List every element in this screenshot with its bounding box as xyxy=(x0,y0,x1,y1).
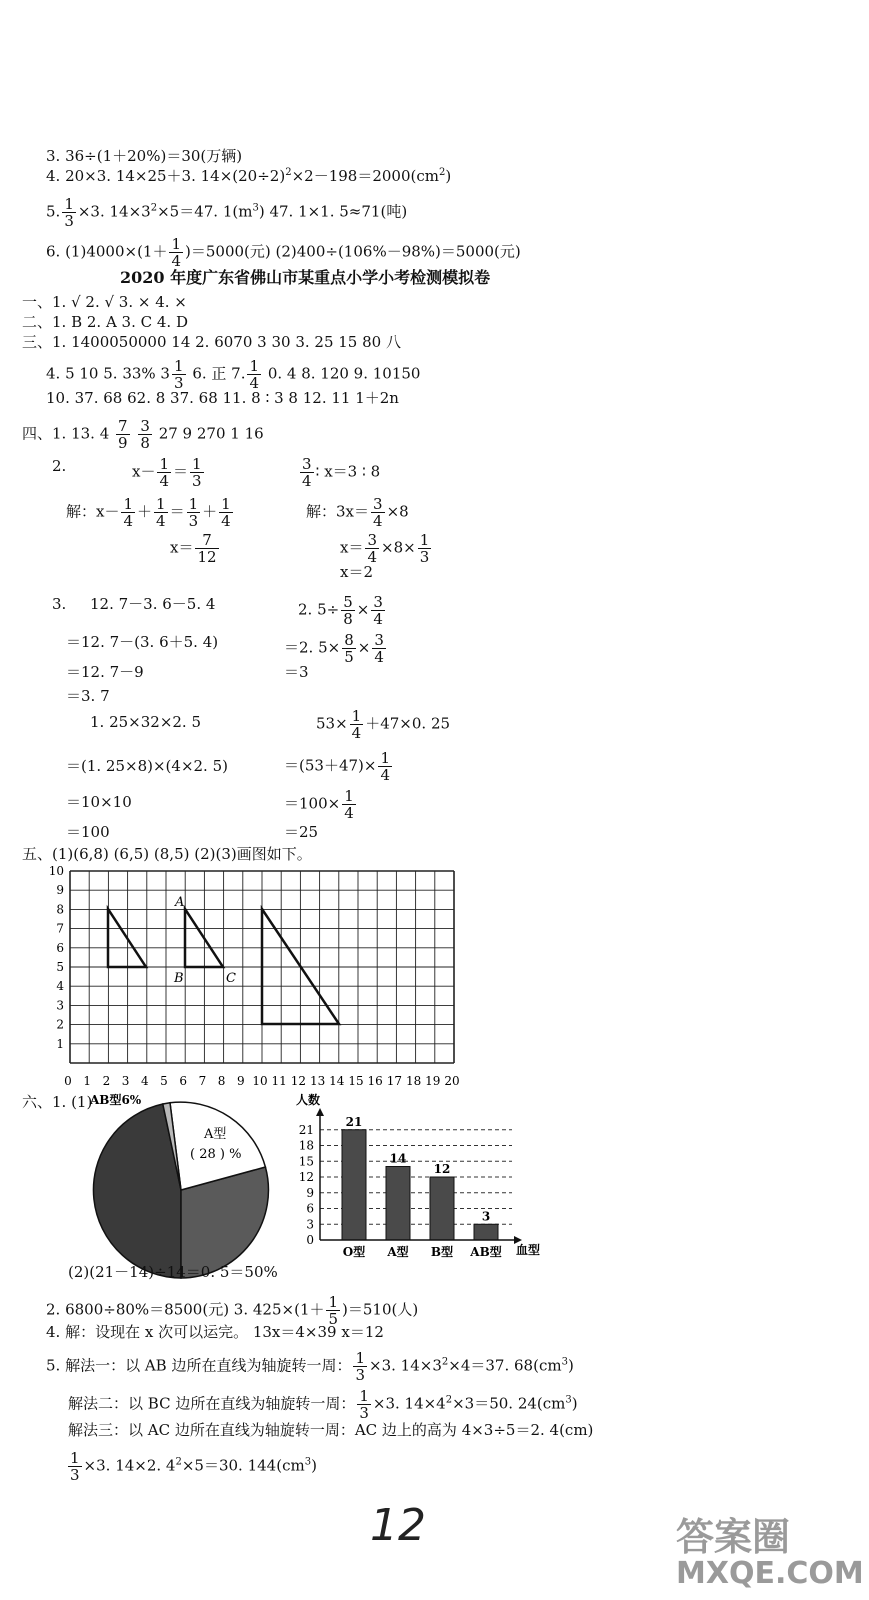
q2-eq-b3: x＝ $\frac{3}{4}$ ×8× $\frac{1}{3}$ xyxy=(340,531,430,566)
bar-y-tick-label: 6 xyxy=(306,1201,314,1216)
page-title: 2020 年度广东省佛山市某重点小学小考检测模拟卷 xyxy=(120,268,491,287)
section-6-line-4: 4. 解：设现在 x 次可以运完。 13x＝4×39 x＝12 xyxy=(46,1323,384,1341)
q2-eq-a3: x＝ $\frac{7}{12}$ xyxy=(170,531,217,566)
q3-a2: ＝12. 7－(3. 6＋5. 4) xyxy=(66,633,219,651)
section-6-line-3: 2. 6800÷80%＝8500(元) 3. 425×(1＋ $\frac{1}{5}$ )＝510(人) xyxy=(46,1293,419,1328)
point-a-label: A xyxy=(175,895,185,910)
section-3-line-1: 三、1. 1400050000 14 2. 6070 3 30 3. 25 15 80 八 xyxy=(22,333,401,351)
section-3-line-3: 10. 37. 68 62. 8 37. 68 11. 8 ∶ 3 8 12. 11 1＋2n xyxy=(46,389,399,407)
q2-eq-a2: 解：x－ $\frac{1}{4}$ ＋ $\frac{1}{4}$ ＝ $\frac{1}{3}$ ＋ $\frac{1}{4}$ xyxy=(66,495,231,530)
grid-x-tick-label: 10 xyxy=(252,1074,268,1088)
bar-value-label: 12 xyxy=(433,1162,451,1176)
bar-y-tick-label: 0 xyxy=(306,1233,314,1247)
pie-label-ab: AB型6% xyxy=(90,1093,142,1107)
q2-eq-b4: x＝2 xyxy=(340,563,374,581)
grid-x-tick-label: 17 xyxy=(386,1074,403,1088)
q3-c2: ＝(1. 25×8)×(4×2. 5) xyxy=(66,757,228,775)
bar-category-label: O型 xyxy=(342,1245,366,1259)
bar xyxy=(386,1167,410,1241)
grid-x-tick-label: 4 xyxy=(140,1074,149,1088)
q2-number: 2. xyxy=(52,457,67,475)
grid-x-tick-label: 7 xyxy=(198,1074,207,1088)
bar-category-label: AB型 xyxy=(470,1245,502,1259)
section-6-line-2: (2)(21－14)÷14＝0. 5＝50% xyxy=(68,1263,278,1281)
bar-y-tick-label: 9 xyxy=(306,1185,314,1200)
grid-y-tick-label: 10 xyxy=(48,864,64,878)
grid-x-tick-label: 3 xyxy=(121,1074,130,1088)
bar-bars xyxy=(342,1115,502,1259)
page-number: 12 xyxy=(370,1500,426,1551)
prev-line-6: 6. (1)4000×(1＋ $\frac{1}{4}$ )＝5000(元) (2)400÷(106%－98%)＝5000(元) xyxy=(46,235,521,270)
grid-y-tick-label: 9 xyxy=(56,883,64,898)
grid-y-tick-label: 3 xyxy=(56,998,64,1013)
grid-x-tick-label: 9 xyxy=(236,1074,245,1088)
grid-x-tick-label: 13 xyxy=(309,1074,326,1088)
grid-x-tick-label: 8 xyxy=(217,1074,226,1088)
pie-chart xyxy=(90,1090,276,1276)
bar-y-tick-label: 21 xyxy=(298,1122,314,1137)
q3-c4: ＝100 xyxy=(66,823,110,841)
triangle-original xyxy=(108,909,146,967)
point-c-label: C xyxy=(226,971,236,986)
chart-ylabel: 人数 xyxy=(296,1093,321,1107)
bar-y-tick-label: 3 xyxy=(306,1217,314,1232)
bar-value-label: 14 xyxy=(389,1151,407,1166)
section-6-label: 六、1. (1) xyxy=(22,1093,93,1111)
grid-y-tick-label: 6 xyxy=(56,940,64,955)
prev-line-4: 4. 20×3. 14×25＋3. $14\times(20\div 2)^2\times 2-198=2000(cm^2)$ xyxy=(46,167,452,185)
bar-category-label: B型 xyxy=(430,1245,454,1259)
pie-label-a-percent: ( 28 ) % xyxy=(190,1147,242,1162)
q3-c3: ＝10×10 xyxy=(66,793,132,811)
fraction: $\frac{1}{3}$ xyxy=(173,357,184,392)
grid-y-tick-label: 1 xyxy=(56,1036,64,1051)
section-4-line-1: 四、1. 13. 4 $\frac{7}{9}$ $\frac{3}{8}$ 27 9 270 1 16 xyxy=(22,417,264,452)
bar-value-label: 3 xyxy=(481,1209,491,1224)
point-b-label: B xyxy=(174,971,184,986)
grid-x-tick-label: 15 xyxy=(348,1074,364,1088)
q3-d2: ＝(53＋47)× $\frac{1}{4}$ xyxy=(284,749,390,784)
bar-value-label: 21 xyxy=(345,1114,363,1129)
section-6-line-7: 解法三：以 AC 边所在直线为轴旋转一周：AC 边上的高为 4×3÷5＝2. 4(cm) xyxy=(68,1421,594,1439)
q3-d4: ＝25 xyxy=(284,823,319,841)
section-6-line-8: $\frac{1}{3}$ ×3. 14×2. $4^2\times 5=30$. $144(cm^3)$ xyxy=(70,1449,317,1484)
grid-x-tick-label: 2 xyxy=(102,1074,111,1088)
section-1: 一、1. √ 2. √ 3. × 4. × xyxy=(22,293,187,311)
grid-y-tick-label: 2 xyxy=(56,1017,64,1032)
bar-chart xyxy=(290,1088,550,1264)
bar-category-label: A型 xyxy=(387,1245,409,1259)
grid-x-tick-label: 18 xyxy=(405,1074,422,1088)
grid-y-ticks xyxy=(49,864,65,1051)
q2-eq-a1: x－ $\frac{1}{4}$ ＝ $\frac{1}{3}$ xyxy=(132,455,202,490)
watermark-logo: 答案圈 xyxy=(676,1515,791,1559)
q3-number: 3. xyxy=(52,595,67,613)
y-axis-arrow xyxy=(316,1108,324,1116)
prev-line-3: 3. 36÷(1＋20%)＝30(万辆) xyxy=(46,147,243,165)
fraction: $\frac{1}{3}$ xyxy=(64,195,74,230)
bar-y-ticks xyxy=(299,1123,314,1247)
bar-y-tick-label: 18 xyxy=(298,1138,314,1153)
q3-d3: ＝100× $\frac{1}{4}$ xyxy=(284,787,354,822)
grid-x-tick-label: 20 xyxy=(444,1074,460,1088)
bar xyxy=(474,1224,498,1240)
section-5: 五、(1)(6,8) (6,5) (8,5) (2)(3)画图如下。 xyxy=(22,845,312,863)
grid-x-tick-label: 5 xyxy=(160,1074,168,1088)
grid-x-tick-label: 1 xyxy=(83,1074,92,1088)
q3-a3: ＝12. 7－9 xyxy=(66,663,144,681)
grid-x-ticks xyxy=(64,1074,459,1088)
q3-a4: ＝3. 7 xyxy=(66,687,110,705)
section-6-line-5: 5. 解法一：以 AB 边所在直线为轴旋转一周： $\frac{1}{3}$ ×3. $14\times 3^2\times 4=37$. $68(cm^3)$ xyxy=(46,1349,574,1384)
grid-y-tick-label: 7 xyxy=(56,921,64,936)
section-3-line-2: 4. 5 10 5. 33% 3 $\frac{1}{3}$ 6. 正 7. $\frac{1}{4}$ 0. 4 8. 120 9. 10150 xyxy=(46,357,421,392)
coordinate-grid xyxy=(40,864,480,1088)
bar xyxy=(342,1130,366,1240)
section-6-line-6: 解法二：以 BC 边所在直线为轴旋转一周： $\frac{1}{3}$ ×3. $14\times 4^2\times 3=50$. $24(cm^3)$ xyxy=(68,1387,578,1422)
grid-x-tick-label: 11 xyxy=(271,1074,287,1088)
q2-eq-b2: 解：3x＝ $\frac{3}{4}$ ×8 xyxy=(306,495,409,530)
bar-y-tick-label: 15 xyxy=(298,1154,314,1169)
bar xyxy=(430,1177,454,1240)
grid-y-tick-label: 4 xyxy=(56,979,64,994)
q3-b2: ＝2. 5× $\frac{8}{5}$ × $\frac{3}{4}$ xyxy=(284,631,384,666)
grid-x-tick-label: 14 xyxy=(329,1074,345,1088)
q3-c1: 1. 25×32×2. 5 xyxy=(90,713,202,731)
fraction: $\frac{7}{9}$ xyxy=(118,417,128,452)
q3-a1: 12. 7－3. 6－5. 4 xyxy=(90,595,216,613)
chart-xlabel: 血型 xyxy=(516,1243,541,1257)
section-2: 二、1. B 2. A 3. C 4. D xyxy=(22,313,188,331)
bar-y-tick-label: 12 xyxy=(298,1170,314,1184)
grid-x-tick-label: 19 xyxy=(425,1074,441,1088)
grid-y-tick-label: 5 xyxy=(56,960,64,974)
pie-label-a: A型 xyxy=(204,1127,227,1142)
q3-b1: 2. 5÷ $\frac{5}{8}$ × $\frac{3}{4}$ xyxy=(298,593,383,628)
grid-x-tick-label: 16 xyxy=(367,1074,383,1088)
q2-eq-b1: $\frac{3}{4}$ ∶ x＝3 ∶ 8 xyxy=(302,455,381,490)
prev-line-5: 5. $\frac{1}{3}$ ×3. $14\times 3^2\times 5=47$. $1(m^3)$ 47. 1×1. 5≈71(吨) xyxy=(46,195,408,230)
grid-x-tick-label: 0 xyxy=(64,1074,72,1088)
fraction: $\frac{1}{4}$ xyxy=(171,235,182,270)
fraction: $\frac{1}{4}$ xyxy=(249,357,260,392)
fraction: $\frac{3}{8}$ xyxy=(140,417,150,452)
q3-d1: 53× $\frac{1}{4}$ ＋47×0. 25 xyxy=(316,707,451,742)
grid-x-tick-label: 12 xyxy=(290,1074,307,1088)
q3-b3: ＝3 xyxy=(284,663,309,681)
watermark-url: MXQE.COM xyxy=(676,1556,864,1591)
grid-x-tick-label: 6 xyxy=(179,1074,188,1088)
grid-y-tick-label: 8 xyxy=(56,902,64,917)
